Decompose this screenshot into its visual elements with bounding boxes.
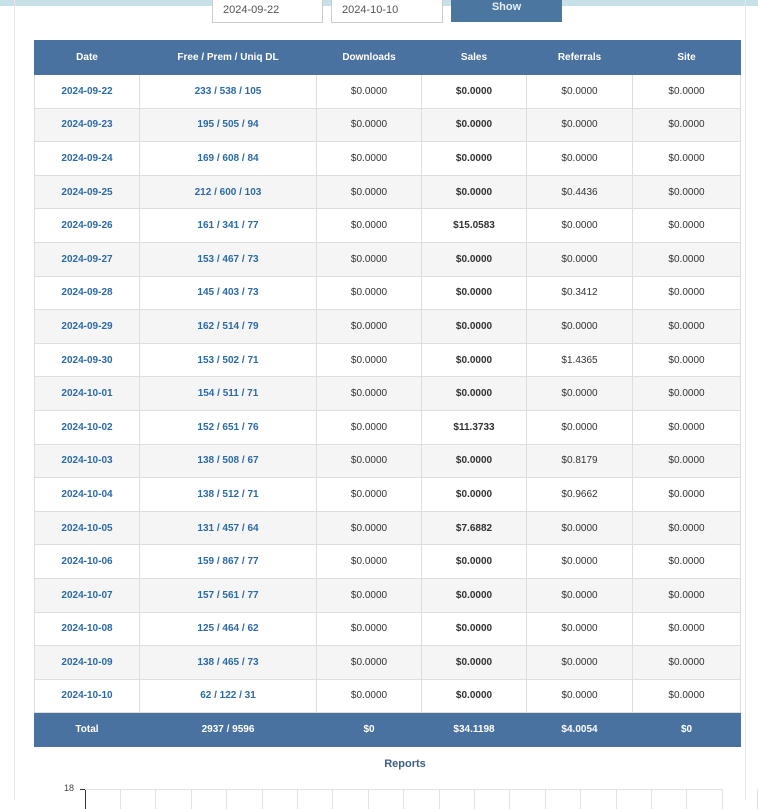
- downloads-cell: $0.0000: [317, 108, 422, 142]
- sales-cell: $0.0000: [422, 578, 527, 612]
- chart-gridline: [191, 789, 192, 809]
- header-downloads-split: Free / Prem / Uniq DL: [140, 41, 317, 75]
- header-downloads: Downloads: [317, 41, 422, 75]
- site-cell: $0.0000: [633, 75, 741, 109]
- downloads-cell: $0.0000: [317, 75, 422, 109]
- date-cell[interactable]: 2024-10-08: [35, 612, 140, 646]
- dl-cell[interactable]: 159 / 867 / 77: [140, 545, 317, 579]
- sales-cell: $0.0000: [422, 242, 527, 276]
- downloads-cell: $0.0000: [317, 377, 422, 411]
- chart-gridline: [262, 789, 263, 809]
- site-cell: $0.0000: [633, 377, 741, 411]
- referrals-cell: $0.0000: [527, 75, 633, 109]
- chart-gridline: [545, 789, 546, 809]
- downloads-cell: $0.0000: [317, 343, 422, 377]
- chart-gridline: [332, 789, 333, 809]
- dl-cell[interactable]: 152 / 651 / 76: [140, 410, 317, 444]
- referrals-cell: $0.0000: [527, 242, 633, 276]
- date-cell[interactable]: 2024-10-09: [35, 646, 140, 680]
- date-cell[interactable]: 2024-10-02: [35, 410, 140, 444]
- chart-gridline: [226, 789, 227, 809]
- downloads-cell: $0.0000: [317, 310, 422, 344]
- date-cell[interactable]: 2024-10-07: [35, 578, 140, 612]
- table-row: [35, 578, 741, 612]
- reports-chart: [34, 783, 740, 800]
- table-row: [35, 209, 741, 243]
- dl-cell[interactable]: 169 / 608 / 84: [140, 142, 317, 176]
- referrals-cell: $0.0000: [527, 310, 633, 344]
- site-cell: $0.0000: [633, 511, 741, 545]
- date-cell[interactable]: 2024-09-26: [35, 209, 140, 243]
- dl-cell[interactable]: 157 / 561 / 77: [140, 578, 317, 612]
- total-sales: $34.1198: [422, 713, 527, 747]
- referrals-cell: $0.0000: [527, 511, 633, 545]
- dl-cell[interactable]: 138 / 512 / 71: [140, 478, 317, 512]
- chart-gridline: [509, 789, 510, 809]
- chart-gridline: [297, 789, 298, 809]
- downloads-cell: $0.0000: [317, 410, 422, 444]
- table-row: [35, 646, 741, 680]
- downloads-cell: $0.0000: [317, 276, 422, 310]
- table-total-row: [35, 713, 741, 747]
- sales-cell: $0.0000: [422, 310, 527, 344]
- table-row: [35, 175, 741, 209]
- table-row: [35, 142, 741, 176]
- referrals-cell: $0.0000: [527, 209, 633, 243]
- site-cell: $0.0000: [633, 175, 741, 209]
- referrals-cell: $0.3412: [527, 276, 633, 310]
- site-cell: $0.0000: [633, 646, 741, 680]
- downloads-cell: $0.0000: [317, 545, 422, 579]
- site-cell: $0.0000: [633, 410, 741, 444]
- date-cell[interactable]: 2024-10-04: [35, 478, 140, 512]
- referrals-cell: $0.0000: [527, 612, 633, 646]
- dl-cell[interactable]: 145 / 403 / 73: [140, 276, 317, 310]
- sales-cell: $7.6882: [422, 511, 527, 545]
- site-cell: $0.0000: [633, 444, 741, 478]
- date-cell[interactable]: 2024-09-27: [35, 242, 140, 276]
- y-axis: [85, 789, 86, 809]
- sales-cell: $0.0000: [422, 108, 527, 142]
- referrals-cell: $0.0000: [527, 108, 633, 142]
- date-cell[interactable]: 2024-10-05: [35, 511, 140, 545]
- sales-cell: $0.0000: [422, 377, 527, 411]
- referrals-cell: $0.0000: [527, 545, 633, 579]
- dl-cell[interactable]: 162 / 514 / 79: [140, 310, 317, 344]
- sales-cell: $11.3733: [422, 410, 527, 444]
- stats-table: [34, 40, 741, 747]
- table-body: [35, 75, 741, 713]
- downloads-cell: $0.0000: [317, 679, 422, 713]
- date-cell[interactable]: 2024-09-24: [35, 142, 140, 176]
- table-row: [35, 343, 741, 377]
- date-cell[interactable]: 2024-10-10: [35, 679, 140, 713]
- table-row: [35, 444, 741, 478]
- total-site: $0: [633, 713, 741, 747]
- header-referrals: Referrals: [527, 41, 633, 75]
- sales-cell: $15.0583: [422, 209, 527, 243]
- downloads-cell: $0.0000: [317, 175, 422, 209]
- dl-cell[interactable]: 154 / 511 / 71: [140, 377, 317, 411]
- sales-cell: $0.0000: [422, 444, 527, 478]
- site-cell: $0.0000: [633, 142, 741, 176]
- site-cell: $0.0000: [633, 209, 741, 243]
- downloads-cell: $0.0000: [317, 511, 422, 545]
- downloads-cell: $0.0000: [317, 478, 422, 512]
- header-sales: Sales: [422, 41, 527, 75]
- chart-gridline: [651, 789, 652, 809]
- total-referrals: $4.0054: [527, 713, 633, 747]
- table-row: [35, 108, 741, 142]
- site-cell: $0.0000: [633, 310, 741, 344]
- from-date-input[interactable]: 2024-09-22: [212, 0, 323, 23]
- table-row: [35, 511, 741, 545]
- dl-cell[interactable]: 153 / 502 / 71: [140, 343, 317, 377]
- date-cell[interactable]: 2024-10-03: [35, 444, 140, 478]
- chart-gridline: [439, 789, 440, 809]
- table-row: [35, 679, 741, 713]
- table-row: [35, 242, 741, 276]
- site-cell: $0.0000: [633, 108, 741, 142]
- referrals-cell: $0.0000: [527, 410, 633, 444]
- site-cell: $0.0000: [633, 478, 741, 512]
- sales-cell: $0.0000: [422, 478, 527, 512]
- downloads-cell: $0.0000: [317, 646, 422, 680]
- date-cell[interactable]: 2024-10-01: [35, 377, 140, 411]
- table-row: [35, 75, 741, 109]
- dl-cell[interactable]: 212 / 600 / 103: [140, 175, 317, 209]
- site-cell: $0.0000: [633, 545, 741, 579]
- date-cell[interactable]: 2024-09-30: [35, 343, 140, 377]
- sales-cell: $0.0000: [422, 646, 527, 680]
- date-cell[interactable]: 2024-09-22: [35, 75, 140, 109]
- dl-cell[interactable]: 125 / 464 / 62: [140, 612, 317, 646]
- date-cell[interactable]: 2024-09-23: [35, 108, 140, 142]
- dl-cell[interactable]: 138 / 465 / 73: [140, 646, 317, 680]
- site-cell: $0.0000: [633, 612, 741, 646]
- table-row: [35, 377, 741, 411]
- site-cell: $0.0000: [633, 276, 741, 310]
- site-cell: $0.0000: [633, 578, 741, 612]
- site-cell: $0.0000: [633, 242, 741, 276]
- chart-gridline: [474, 789, 475, 809]
- dl-cell[interactable]: 131 / 457 / 64: [140, 511, 317, 545]
- sales-cell: $0.0000: [422, 142, 527, 176]
- table-row: [35, 545, 741, 579]
- referrals-cell: $0.0000: [527, 377, 633, 411]
- date-cell[interactable]: 2024-09-28: [35, 276, 140, 310]
- total-label: Total: [35, 713, 140, 747]
- chart-gridline: [120, 789, 121, 809]
- chart-gridline: [722, 789, 723, 809]
- left-divider: [14, 0, 15, 800]
- chart-gridline: [155, 789, 156, 809]
- referrals-cell: $0.4436: [527, 175, 633, 209]
- chart-gridline: [580, 789, 581, 809]
- header-date: Date: [35, 41, 140, 75]
- referrals-cell: $0.0000: [527, 679, 633, 713]
- dl-cell[interactable]: 233 / 538 / 105: [140, 75, 317, 109]
- dl-cell[interactable]: 195 / 505 / 94: [140, 108, 317, 142]
- chart-gridline: [368, 789, 369, 809]
- show-button[interactable]: Show: [451, 0, 562, 22]
- right-divider: [745, 0, 746, 800]
- downloads-cell: $0.0000: [317, 209, 422, 243]
- downloads-cell: $0.0000: [317, 612, 422, 646]
- table-row: [35, 310, 741, 344]
- site-cell: $0.0000: [633, 679, 741, 713]
- header-site: Site: [633, 41, 741, 75]
- dl-cell[interactable]: 153 / 467 / 73: [140, 242, 317, 276]
- referrals-cell: $0.0000: [527, 646, 633, 680]
- table-row: [35, 612, 741, 646]
- reports-title: Reports: [384, 758, 426, 770]
- chart-gridline: [686, 789, 687, 809]
- sales-cell: $0.0000: [422, 343, 527, 377]
- site-cell: $0.0000: [633, 343, 741, 377]
- sales-cell: $0.0000: [422, 545, 527, 579]
- table-row: [35, 410, 741, 444]
- table-header-row: [35, 41, 741, 75]
- dl-cell[interactable]: 62 / 122 / 31: [140, 679, 317, 713]
- total-downloads: $0: [317, 713, 422, 747]
- chart-gridline: [403, 789, 404, 809]
- table-row: [35, 276, 741, 310]
- sales-cell: $0.0000: [422, 175, 527, 209]
- sales-cell: $0.0000: [422, 75, 527, 109]
- downloads-cell: $0.0000: [317, 142, 422, 176]
- chart-gridline: [616, 789, 617, 809]
- to-date-input[interactable]: 2024-10-10: [331, 0, 443, 23]
- downloads-cell: $0.0000: [317, 242, 422, 276]
- referrals-cell: $0.0000: [527, 578, 633, 612]
- downloads-cell: $0.0000: [317, 444, 422, 478]
- referrals-cell: $1.4365: [527, 343, 633, 377]
- y-tick-label: 18: [64, 783, 75, 793]
- date-cell[interactable]: 2024-09-29: [35, 310, 140, 344]
- sales-cell: $0.0000: [422, 612, 527, 646]
- date-cell[interactable]: 2024-09-25: [35, 175, 140, 209]
- downloads-cell: $0.0000: [317, 578, 422, 612]
- dl-cell[interactable]: 161 / 341 / 77: [140, 209, 317, 243]
- dl-cell[interactable]: 138 / 508 / 67: [140, 444, 317, 478]
- referrals-cell: $0.8179: [527, 444, 633, 478]
- date-cell[interactable]: 2024-10-06: [35, 545, 140, 579]
- sales-cell: $0.0000: [422, 679, 527, 713]
- sales-cell: $0.0000: [422, 276, 527, 310]
- table-row: [35, 478, 741, 512]
- referrals-cell: $0.0000: [527, 142, 633, 176]
- total-downloads-split: 2937 / 9596: [140, 713, 317, 747]
- referrals-cell: $0.9662: [527, 478, 633, 512]
